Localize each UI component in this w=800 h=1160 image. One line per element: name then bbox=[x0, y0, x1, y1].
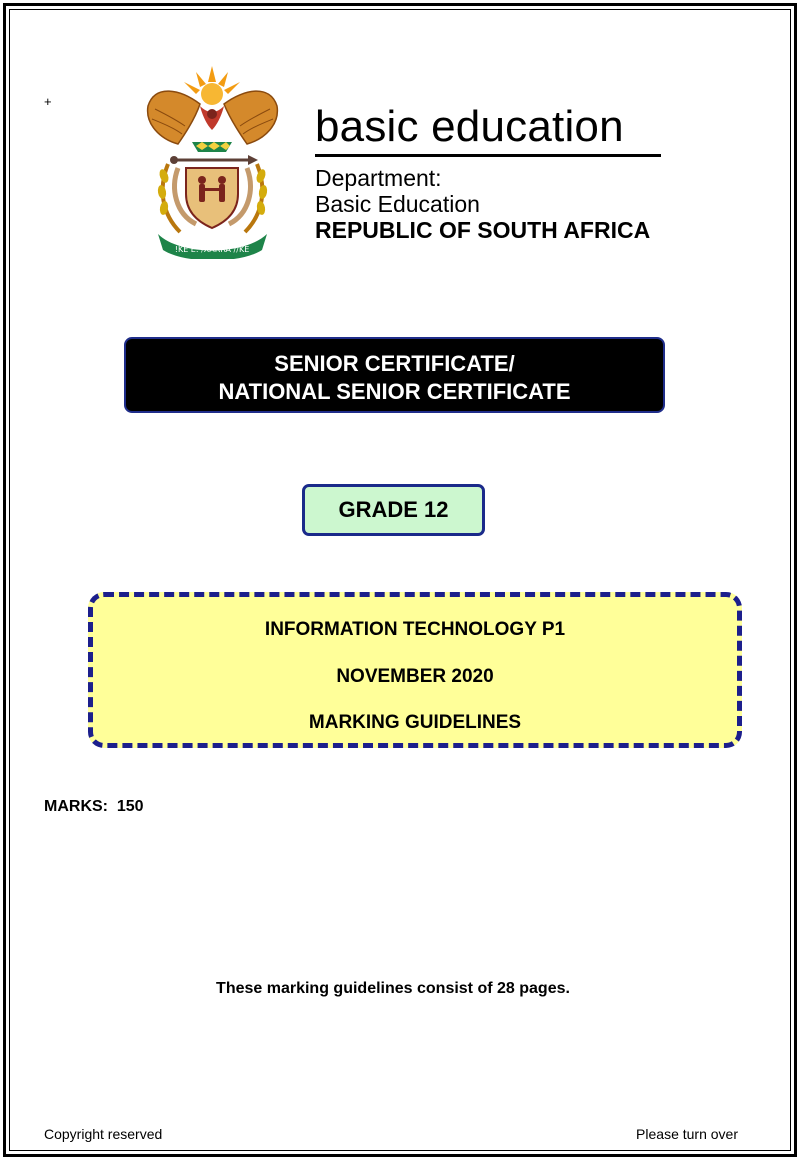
department-label: Department: bbox=[315, 165, 442, 191]
coat-of-arms-motto: !KE E: /XARRA //KE bbox=[174, 245, 250, 254]
department-rule bbox=[315, 154, 661, 157]
department-subname: Basic Education bbox=[315, 191, 480, 217]
subject-panel bbox=[88, 592, 742, 748]
footer-copyright: Copyright reserved bbox=[44, 1126, 163, 1142]
subject-title: INFORMATION TECHNOLOGY P1 bbox=[264, 619, 566, 640]
department-name: basic education bbox=[315, 102, 624, 151]
footer-turn-over: Please turn over bbox=[636, 1126, 738, 1142]
certificate-banner bbox=[124, 337, 665, 413]
subject-session: NOVEMBER 2020 bbox=[336, 666, 494, 687]
certificate-line2: NATIONAL SENIOR CERTIFICATE bbox=[218, 379, 571, 404]
plus-mark: + bbox=[44, 94, 52, 109]
grade-badge: GRADE 12 bbox=[302, 484, 485, 536]
page-count-note: These marking guidelines consist of 28 pages. bbox=[216, 980, 570, 997]
total-marks: MARKS: 150 bbox=[44, 798, 144, 815]
subject-type: MARKING GUIDELINES bbox=[308, 712, 522, 733]
coat-of-arms-icon bbox=[140, 64, 285, 259]
certificate-line1: SENIOR CERTIFICATE/ bbox=[274, 351, 515, 376]
department-country: REPUBLIC OF SOUTH AFRICA bbox=[315, 217, 651, 243]
